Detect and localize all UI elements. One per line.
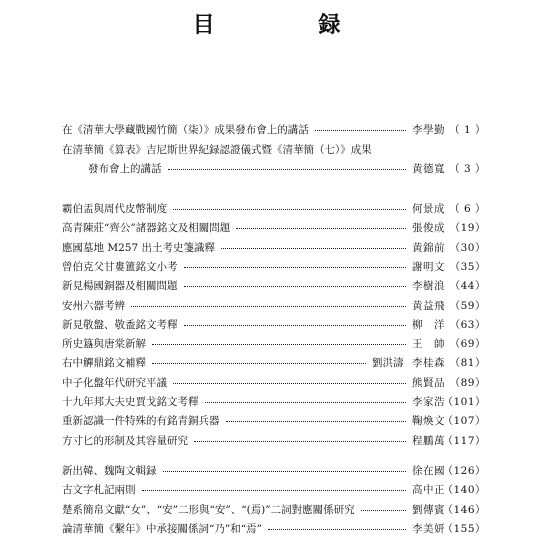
toc-entry-author-block xyxy=(412,462,486,481)
toc-entry[interactable] xyxy=(62,258,486,277)
toc-entry-page: （146） xyxy=(442,503,486,516)
toc-entry-title: 中子化盤年代研究平議 xyxy=(62,376,167,389)
toc-entry-page: （59） xyxy=(449,299,486,312)
toc-entry-page: （69） xyxy=(449,338,486,351)
dot-leader xyxy=(184,325,407,326)
dot-leader xyxy=(315,130,406,131)
toc-entry-author: 徐在國 xyxy=(412,465,445,477)
toc-entry-author-block xyxy=(412,277,486,296)
toc-entry-author-block xyxy=(412,520,486,539)
toc-entry-page: （81） xyxy=(449,357,486,370)
toc-entry-page: （19） xyxy=(449,222,486,235)
toc-entry-author-block xyxy=(412,393,486,412)
toc-entry-page: （ 3 ） xyxy=(449,163,486,175)
toc-entry[interactable] xyxy=(62,141,486,160)
toc-entry-title: 在《清華大學藏戰國竹簡（柒）》成果發布會上的講話 xyxy=(62,124,309,136)
toc-entry-coauthor: 劉洪濤 xyxy=(372,357,404,370)
toc-entry-page: （ 6 ） xyxy=(449,203,486,215)
toc-entry[interactable] xyxy=(62,501,486,520)
toc-entry-author-block xyxy=(412,354,486,373)
dot-leader xyxy=(168,169,407,170)
toc-entry[interactable] xyxy=(62,335,486,354)
toc-entry[interactable] xyxy=(62,239,486,258)
toc-entry-author-block xyxy=(412,200,486,219)
toc-entry[interactable] xyxy=(62,354,486,373)
toc-entry[interactable] xyxy=(62,481,486,500)
toc-entry-author-block xyxy=(412,481,486,500)
toc-entry-title: 重新認識一件特殊的有銘青銅兵器 xyxy=(62,415,220,428)
toc-entry-author-block xyxy=(412,160,486,179)
dot-leader xyxy=(268,529,406,530)
toc-entry-title: 在清華簡《算表》吉尼斯世界紀録認證儀式暨《清華簡（七）》成果 xyxy=(62,143,372,156)
toc-entry-page: （35） xyxy=(449,260,486,273)
toc-entry-author-block xyxy=(412,297,486,316)
toc-entry-author-block xyxy=(412,258,486,277)
toc-entry-author-block xyxy=(412,374,486,393)
toc-entry-author: 黄錦前 xyxy=(412,241,445,254)
toc-entry-author-block xyxy=(412,335,486,354)
toc-entry-author: 程鵬萬 xyxy=(412,434,445,447)
toc-entry-page: （44） xyxy=(449,280,486,293)
dot-leader xyxy=(184,286,407,287)
dot-leader xyxy=(226,421,407,422)
toc-entry-title: 新出韓、魏陶文輯録 xyxy=(62,465,157,477)
toc-entry-title: 方寸匕的形制及其容量研究 xyxy=(62,434,188,447)
toc-entry[interactable] xyxy=(62,121,486,140)
toc-entry-author: 黄益飛 xyxy=(412,299,445,312)
toc-entry-page: （126） xyxy=(442,465,486,477)
toc-entry-page: （ 1 ） xyxy=(449,124,486,136)
toc-entry-author: 李學勤 xyxy=(412,124,445,136)
toc-entry-title: 新見楊國銅器及相關問題 xyxy=(62,280,178,293)
dot-leader xyxy=(163,471,407,472)
toc-entry-title: 發布會上的講話 xyxy=(88,163,162,175)
dot-leader xyxy=(173,209,406,210)
toc-entry-title: 霸伯盂與周代皮幣制度 xyxy=(62,203,167,215)
dot-leader xyxy=(173,383,406,384)
toc-entry-author: 李樹浪 xyxy=(412,280,445,293)
toc-entry[interactable] xyxy=(62,462,486,481)
toc-entry[interactable] xyxy=(62,393,486,412)
toc-entry-author: 王 帥 xyxy=(412,338,445,351)
toc-entry-author: 何景成 xyxy=(412,203,445,215)
toc-entry[interactable] xyxy=(62,200,486,219)
toc-entry-title: 十九年邦大夫史賈戈銘文考釋 xyxy=(62,396,199,408)
toc-entry-page: （107） xyxy=(442,415,486,428)
toc-entry-author: 劉傳賓 xyxy=(412,503,445,516)
toc-entry-author: 鞠煥文 xyxy=(412,415,445,428)
toc-entry-page: （117） xyxy=(442,434,486,447)
dot-leader xyxy=(152,363,366,364)
toc-entry-author: 柳 洋 xyxy=(412,318,445,331)
toc-entry[interactable] xyxy=(62,219,486,238)
toc-entry-title: 古文字札記兩則 xyxy=(62,484,136,497)
toc-entry-author: 李美妍 xyxy=(412,522,445,535)
toc-entry[interactable] xyxy=(62,412,486,431)
toc-entry-title: 論清華簡《繫年》中承接關係詞“乃”和“焉” xyxy=(62,522,262,535)
page-title: 目 録 xyxy=(192,12,389,38)
toc-entry-page: （63） xyxy=(449,318,486,331)
toc-entry-page: （155） xyxy=(442,522,486,535)
toc-entry[interactable] xyxy=(62,316,486,335)
toc-entry[interactable] xyxy=(62,160,486,179)
toc-entry-title: 楚系簡帛文獻“女”、“安”二形與“安”、“(焉)”二詞對應關係研究 xyxy=(62,503,355,516)
toc-entry-author: 李家浩 xyxy=(412,396,445,408)
dot-leader xyxy=(142,490,407,491)
toc-entry-author-block xyxy=(412,501,486,520)
toc-entry-page: （30） xyxy=(449,241,486,254)
toc-entry-author-block xyxy=(412,219,486,238)
toc-entry-title: 安州六器考辨 xyxy=(62,299,125,312)
toc-entry[interactable] xyxy=(62,520,486,539)
toc-entry-page: （140） xyxy=(442,484,486,497)
toc-entry[interactable] xyxy=(62,297,486,316)
toc-entry-page: （89） xyxy=(449,376,486,389)
dot-leader xyxy=(194,441,406,442)
toc-entry-author: 高中正 xyxy=(412,484,445,497)
dot-leader xyxy=(205,402,407,403)
toc-entry-title: 右中觶鼎銘文補釋 xyxy=(62,357,146,370)
toc-entry-author-block xyxy=(412,239,486,258)
toc-entry[interactable] xyxy=(62,277,486,296)
toc-entry[interactable] xyxy=(62,432,486,451)
toc-entry[interactable] xyxy=(62,374,486,393)
toc-entry-title: 曾伯克父甘婁簠銘文小考 xyxy=(62,260,178,273)
toc-entry-page: （101） xyxy=(442,396,486,408)
dot-leader xyxy=(184,267,407,268)
toc-entry-title: 新見敬盤、敬盉銘文考釋 xyxy=(62,318,178,331)
toc-entry-author-block xyxy=(412,121,486,140)
toc-entry-author: 張俊成 xyxy=(412,222,445,235)
dot-leader xyxy=(221,248,406,249)
dot-leader xyxy=(236,228,406,229)
toc-entry-author-block xyxy=(412,432,486,451)
toc-entry-title: 高青陳莊“齊公”諸器銘文及相關問題 xyxy=(62,222,231,235)
toc-entry-author: 黄德寬 xyxy=(412,163,445,175)
toc-entry-title: 所史簋與唐棠新解 xyxy=(62,338,146,351)
toc-entry-author-block xyxy=(412,412,486,431)
dot-leader xyxy=(131,306,406,307)
toc-entry-author: 謝明文 xyxy=(412,260,445,273)
toc-entry-title: 應國墓地 M257 出土考史箋識釋 xyxy=(62,241,215,254)
dot-leader xyxy=(361,510,406,511)
toc-entry-author: 李桂森 xyxy=(412,357,445,370)
dot-leader xyxy=(152,344,406,345)
toc-entry-author-block xyxy=(412,316,486,335)
toc-entry-author: 熊賢品 xyxy=(412,376,445,389)
